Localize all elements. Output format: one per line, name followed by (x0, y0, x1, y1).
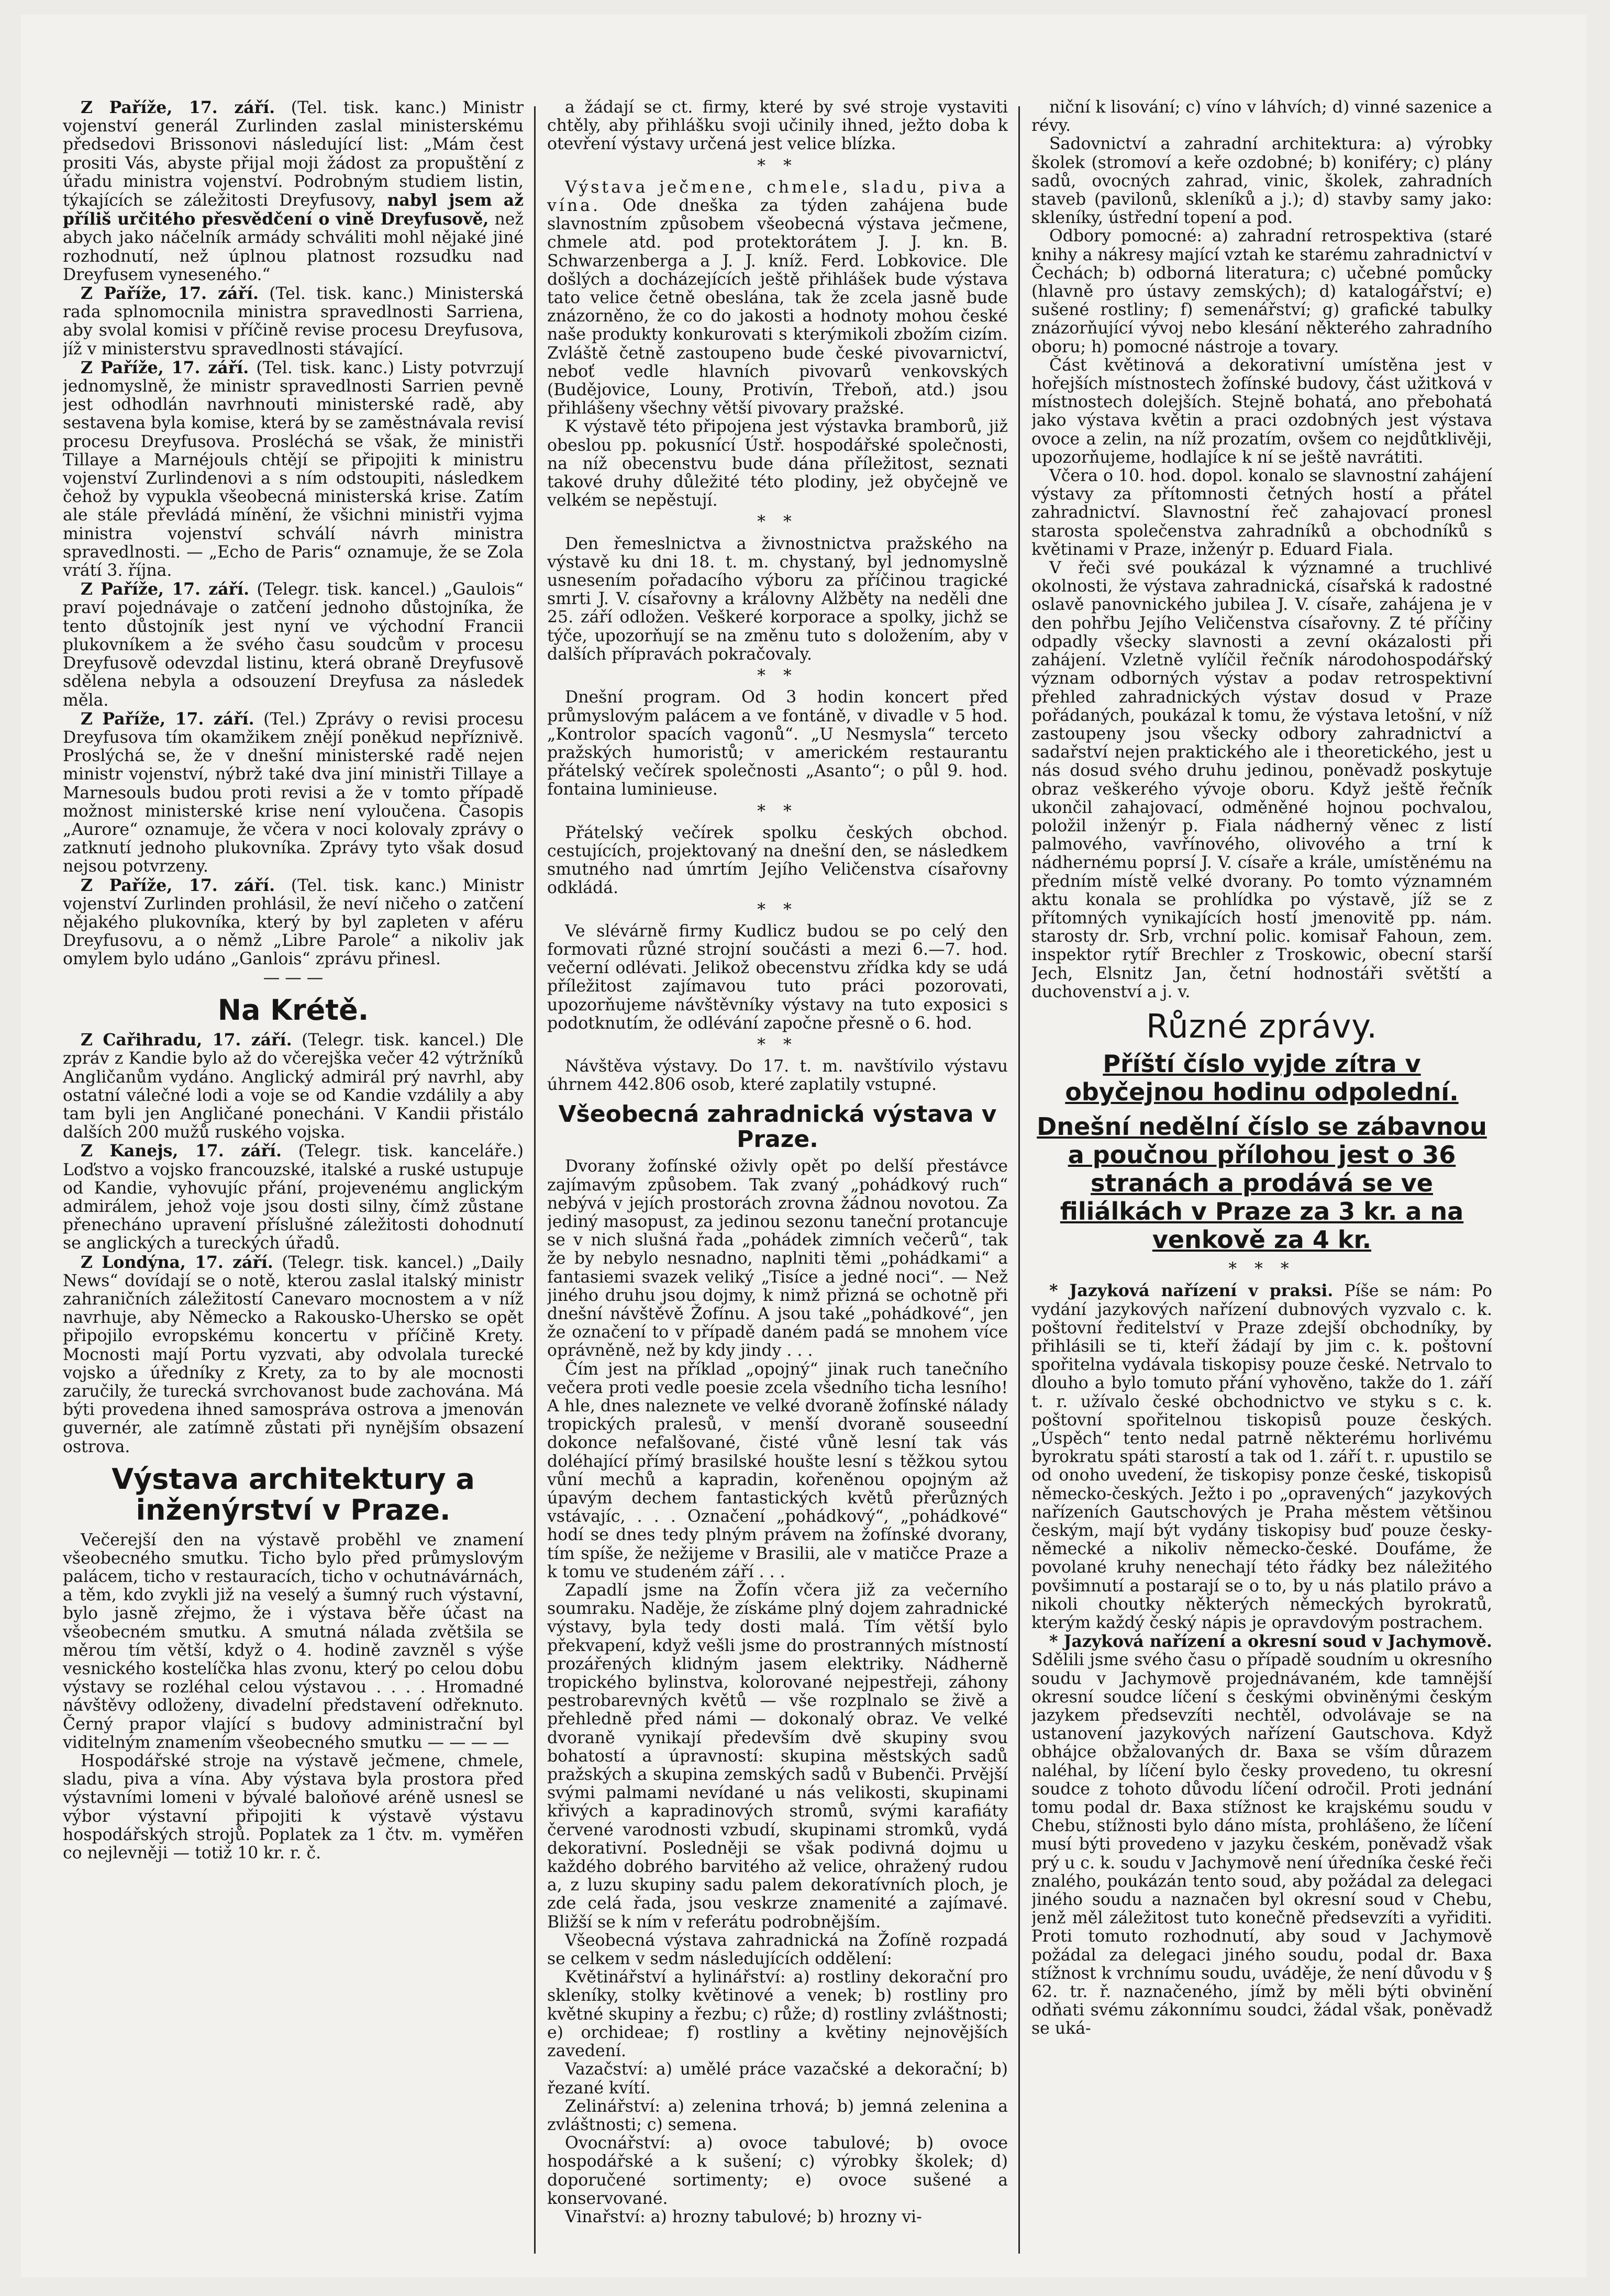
news-paragraph: Z Paříže, 17. září. (Tel.) Zprávy o revisi procesu Dreyfusova tím okamžikem znějí poněkud nepříznivě. Proslýchá se, že v dnešní ministerské radě nejen ministr vojenství, nýbrž také dva jiní ministři Tillaye a Marnesouls budou proti revisi a že v tomto případě možnost ministerské krise není vyloučena. Časopis „Aurore“ oznamuje, že včera v noci kolovaly zprávy o zatknutí jednoho plukovníka. Zprávy tyto však dosud nejsou potvrzeny. (63, 709, 524, 876)
news-paragraph: Z Paříže, 17. září. (Tel. tisk. kanc.) Ministr vojenství generál Zurlinden zaslal ministerskému předsedovi Brissonovi následující list: „Mám čest prositi Vás, abyste přijal moji žádost za propuštění z úřadu ministra vojenství. Podrobným studiem listin, týkajících se záležitosti Dreyfusovy, nabyl jsem až příliš určitého přesvědčení o vině Dreyfusově, než abych jako náčelník armády schváliti mohl nějaké jiné rozhodnutí, než úplnou platnost rozsudku nad Dreyfusem vyneseného.“ (63, 98, 524, 284)
section-heading: Všeobecná zahradnická výstava v Praze. (558, 1100, 997, 1153)
publication-notice: Dnešní nedělní číslo se zábavnou a poučnou přílohou jest o 36 stranách a prodává se ve filiálkách v Praze za 3 kr. a na venkově za 4 kr. (1037, 1112, 1487, 1254)
separator-stars: * * (757, 900, 798, 919)
separator-stars: * * (757, 156, 798, 175)
news-paragraph: Všeobecná výstava zahradnická na Žofíně rozpadá se celkem v sedm následujících oddělení: (547, 1931, 1008, 1969)
separator-stars: * * * (1228, 1260, 1295, 1279)
news-paragraph: K výstavě této připojena jest výstavka bramborů, již obeslou pp. pokusnící Ústř. hospodářské společnosti, na níž obecenstvu bude dána příležitost, seznati takové druhy důležité této plodiny, jež obyčejně ve velkém se nepěstují. (547, 417, 1008, 510)
section-heading: Výstava architektury a inženýrství v Praze. (112, 1462, 475, 1527)
section-heading: Na Krétě. (217, 993, 369, 1027)
dateline: Z Paříže, 17. září. (81, 709, 254, 729)
news-paragraph: Část květinová a dekorativní umístěna jest v hořejších místnostech žofínské budovy, část užitková v místnostech dolejších. Stejně bohatá, ano přebohatá jako výstava květin a praci ozdobných jest výstava ovoce a zelin, na níž prozatím, ovšem co nejdůtklivěji, upozorňujeme, hodlajíce k ní se ještě navrátiti. (1031, 355, 1492, 467)
news-paragraph: * Jazyková nařízení v praksi. Píše se nám: Po vydání jazykových nařízení dubnových vyzvalo c. k. poštovní ředitelství v Praze zdejší obchodníky, by přihlásili se ti, kteří žádají by jim c. k. poštovní spořitelna vydávala tiskopisy pouze české. Netrvalo to dlouho a bylo tomuto přání vyhověno, takže do 1. září t. r. užívalo české obchodnictvo ve styku s c. k. poštovní spořitelnou tiskopisů pouze českých. „Úspěch“ tento nedal patrně některému horlivému byrokratu spáti starostí a tak od 1. září t. r. upustilo se od onoho uvedení, že tiskopisy ponze české, tiskopisů německo-českých. Ježto i po „opravených“ jazykových nařízeních Gautschových je Praha městem většinou českým, mají být vydány tiskopisy buď pouze česky-německé a nikoliv německo-české. Doufáme, že povolané kruhy nenechají této řádky bez náležitého povšimnutí a postarají se o to, by u nás platilo právo a nikoli choutky některých německých byrokratů, kterým každý český nápis je opravdovým postrachem. (1031, 1281, 1492, 1632)
dateline: Z Paříže, 17. září. (81, 358, 249, 377)
news-paragraph: Dnešní program. Od 3 hodin koncert před průmyslovým palácem a ve fontáně, v divadle v 5 hod. „Kontrolor spacích vagonů“. „U Nesmysla“ terceto pražských humoristů; v americkém restaurantu přátelský večírek společnosti „Asanto“; o půl 9. hod. fontaina luminieuse. (547, 688, 1008, 799)
news-paragraph: Odbory pomocné: a) zahradní retrospektiva (staré knihy a nákresy mající vztah ke starému zahradnictví v Čechách; b) odborná literatura; c) učebné pomůcky (hlavně pro ústavy zemských); d) katalogářství; e) sušené rostliny; f) semenářství; g) grafické tabulky znázorňující vývoj nebo klesání některého zahradního oboru; h) pomocné nástroje a tovary. (1031, 227, 1492, 356)
dateline: Z Londýna, 17. září. (81, 1252, 273, 1272)
news-paragraph: Květinářství a hylinářství: a) rostliny dekorační pro skleníky, stolky květinové a venek; b) rostliny pro květné skupiny a řezbu; c) růže; d) rostliny zvláštnosti; e) orchideae; f) rostliny a květiny nejnovějších zavedení. (547, 1968, 1008, 2061)
news-paragraph: Z Paříže, 17. září. (Tel. tisk. kanc.) Listy potvrzují jednomyslně, že ministr spravedlnosti Sarrien pevně jest odhodlán navrhnouti ministerské radě, aby sestavena byla komise, která by se zaměstnávala revisí procesu Dreyfusova. Prosléchá se však, že ministři Tillaye a Marnéjouls chtějí se připojiti k ministru vojenství Zurlindenovi a s ním odstoupiti, následkem čehož by vypukla všeobecná ministerská krise. Zatím ale stále převládá mínění, že všichni ministři vyjma ministra vojenství schválí návrh ministra spravedlnosti. — „Echo de Paris“ oznamuje, že se Zola vrátí 3. října. (63, 358, 524, 581)
news-paragraph: Sadovnictví a zahradní architektura: a) výrobky školek (stromoví a keře ozdobné; b) koniféry; c) plány sadů, ovocných zahrad, vinic, školek, zahradních staveb (pavilonů, skleníků a j.); d) stavby samy jako: skleníky, ústřední topení a pod. (1031, 135, 1492, 228)
news-paragraph: Zelinářství: a) zelenina trhová; b) jemná zelenina a zvláštnosti; c) semena. (547, 2097, 1008, 2134)
news-paragraph: Ve slévárně firmy Kudlicz budou se po celý den formovati různé strojní součásti a mezi 6.—7. hod. večerní odlévati. Jelikož obecenstvu zřídka kdy se udá příležitost zajímavou tuto práci pozorovati, upozorňujeme návštěvníky výstavy na tuto exposici s podotknutím, že odlévání započne přesně o 6. hod. (547, 921, 1008, 1033)
news-paragraph: Dvorany žofínské oživly opět po delší přestávce zajímavým způsobem. Tak zvaný „pohádkový ruch“ nebývá v jejích prostorách zrovna žádnou novotou. Za jediný masopust, za jedinou sezonu taneční protancuje se v nich slušná řada „pohádek zimních večerů“, tak že by nebylo nesnadno, naplniti těmi „pohádkami“ a fantasiemi svazek veliký „Tisíce a jedné noci“. — Než jiného druhu jsou dojmy, k nimž přizná se ochotně při dnešní návštěvě Žofínu. A jsou také „pohádkové“, jen že označení to v případě daném padá se mnohem více oprávněně, než by kdy jindy . . . (547, 1157, 1008, 1361)
section-heading: Různé zprávy. (1146, 1007, 1378, 1045)
news-paragraph: Den řemeslnictva a živnostnictva pražského na výstavě ku dni 18. t. m. chystaný, byl jednomyslně usnesením pořadacího výboru za příčinou tragické smrti J. V. císařovny a královny Alžběty na neděli dne 25. září odložen. Veškeré korporace a spolky, jichž se týče, upozorňují se na změnu tuto s doložením, aby v dalších přípravách pokračovaly. (547, 534, 1008, 664)
news-paragraph: Včera o 10. hod. dopol. konalo se slavnostní zahájení výstavy za přítomnosti četných hostí a přátel zahradnictví. Slavnostní řeč zahajovací pronesl starosta společenstva zahradníků a obchodníků s květinami v Praze, inženýr p. Eduard Fiala. (1031, 466, 1492, 559)
news-paragraph: Z Paříže, 17. září. (Tel. tisk. kanc.) Ministr vojenství Zurlinden prohlásil, že neví ničeho o zatčení nějakého plukovníka, který by byl zapleten v aféru Dreyfusovu, a o němž „Libre Parole“ a nikoliv jak omylem bylo udáno „Ganlois“ zprávu přinesl. (63, 875, 524, 969)
news-paragraph: Hospodářské stroje na výstavě ječmene, chmele, sladu, piva a vína. Aby výstava byla prostora před výstavními lomeni v bývalé baloňové aréně usnesl se výbor výstavní připojiti k výstavě výstavu hospodářských strojů. Poplatek za 1 čtv. m. vyměřen co nejlevněji — totiž 10 kr. r. č. (63, 1752, 524, 1863)
news-paragraph: V řeči své poukázal k významné a truchlivé okolnosti, že výstava zahradnická, císařská k radostné oslavě panovnického jubilea J. V. císaře, zahájena je v den pohřbu Jejího Veličenstva císařovny. Z té příčiny odpadly všecky slavnosti a zevní okázalosti při zahájení. Vzletně vylíčil řečník národohospodářský význam odborných výstav a podav retrospektivní přehled zahradnických výstav dosud v Praze pořádaných, poukázal k tomu, že výstava letošní, v níž zastoupeny jsou všecky odbory zahradnictví a sadařství nejen praktického ale i theoretického, jest u nás dosud svého druhu jedinou, poněvadž poskytuje obraz veškerého vývoje oboru. Když ještě řečník ukončil zahajovací, odměněné hojnou pochvalou, položil inženýr p. Fiala nádherný věnec z listí palmového, vavřínového, olivového a trní k nádhernému poprsí J. V. císaře a krále, umístěnému na předním místě velké dvorany. Po tomto významném aktu konala se prohlídka po výstavě, jíž se z přítomných vynikajících hostí jmenovitě pp. nám. starosty dr. Srb, vrchní polic. komisař Fahoun, zem. inspektor rytíř Brechler z Troskowic, obecní starší Jech, Elsnitz Jan, četní hodnostáři světští a duchovenství a j. v. (1031, 559, 1492, 1001)
separator-stars: * * (757, 1035, 798, 1054)
news-paragraph: Ovocnářství: a) ovoce tabulové; b) ovoce hospodářské a k sušení; c) výrobky školek; d) doporučené sortimenty; e) ovoce sušené a konservované. (547, 2134, 1008, 2208)
news-paragraph: Vazačství: a) umělé práce vazačské a dekorační; b) řezané kvítí. (547, 2060, 1008, 2098)
column-rule (1018, 106, 1020, 2254)
dateline: Z Paříže, 17. září. (81, 98, 275, 117)
news-paragraph: * Jazyková nařízení a okresní soud v Jachymově. Sdělili jsme svého času o případě soudním u okresního soudu v Jachymově projednávaném, kde tamnější okresní soudce líčení s českými obviněnými českým jazykem předsevzíti nechtěl, odvolávaje se na ustanovení jazykových nařízení Gautschova. Když obhájce obžalovaných dr. Baxa se vším důrazem naléhal, by líčení bylo česky provedeno, tu okresní soudce z tohoto důvodu líčení odročil. Proti jednání tomu podal dr. Baxa stížnost ke krajskému soudu v Chebu, stížnosti bylo dáno místa, prohlášeno, že líčení musí býti provedeno v jazyku českém, poněvadž však prý u c. k. soudu v Jachymově není úředníka české řeči znalého, poukázán tento soud, aby požádal za delegaci jiného soudu a naznačen byl okresní soud v Chebu, jenž měl záležitost tuto konečně předsevzíti a vyřiditi. Proti tomuto rozhodnutí, aby soud v Jachymově požádal za delegaci jiného soudu, podal dr. Baxa stížnost k vrchnímu soudu, uváděje, že není důvodu v § 62. tr. ř. naznačeného, jímž by měli býti obvinění odňati svému zákonnímu soudci, žádal však, poněvadž se uká- (1031, 1632, 1492, 2038)
publication-notice: Příští číslo vyjde zítra v obyčejnou hodinu odpolední. (1065, 1050, 1459, 1107)
news-paragraph: Z Londýna, 17. září. (Telegr. tisk. kancel.) „Daily News“ dovídají se o notě, kterou zaslal italský ministr zahraničních záležitostí Canevaro mocnostem a v níž navrhuje, aby Německo a Rakousko-Uhersko se opět připojilo evropskému koncertu v příčině Krety. Mocnosti mají Portu vyzvati, aby odvolala turecké vojsko a úředníky z Krety, za to by ale mocnosti zaručily, že turecká svrchovanost bude zachována. Má býti provedena ihned samospráva ostrova a jmenován guvernér, ale zatímně zůstati při nynějším obsazení ostrova. (63, 1252, 524, 1456)
news-paragraph: Z Paříže, 17. září. (Telegr. tisk. kancel.) „Gaulois“ praví pojednávaje o zatčení jednoho důstojníka, že tento důstojník jest nyní ve východní Francii plukovníkem a že svého času soudcům v procesu Dreyfusově odevzdal listinu, která obraně Dreyfusově sdělena nebyla a odsouzení Dreyfusa za následek měla. (63, 579, 524, 710)
dateline: Z Paříže, 17. září. (81, 875, 275, 895)
column-2 (547, 98, 1008, 2256)
news-paragraph: Večerejší den na výstavě proběhl ve znamení všeobecného smutku. Ticho bylo před průmyslovým palácem, ticho v restauracích, ticho v ochutnávárnách, a těm, kdo zvykli již na veselý a šumný ruch výstavní, bylo jasně zřejmo, že i výstava běře účast na všeobecném smutku. A smutná nálada zvětšila se měrou tím větší, když o 4. hodině zavzněl s výše vesnického kostelíčka hlas zvonu, který po celou dobu výstavy se rozléhal celou výstavou . . . . Hromadné návštěvy odloženy, divadelní představení odřeknuto. Černý prapor vlající s budovy administrační byl viditelným znamením všeobecného smutku — — — — (63, 1530, 524, 1752)
news-paragraph: a žádají se ct. firmy, které by své stroje vystaviti chtěly, aby přihlášku svoji učinily ihned, ježto doba k otevření výstavy určená jest velice blízka. (547, 98, 1008, 154)
column-rule (534, 106, 536, 2254)
news-paragraph: Z Kanejs, 17. září. (Telegr. tisk. kanceláře.) Loďstvo a vojsko francouzské, italské a ruské ustupuje od Kandie, vyhovujíc přání, projevenému anglickým admirálem, jehož voje jsou dosti silny, čímž zůstane přenecháno upravení příslušné záležitosti dohodnutí se anglických a tureckých úřadů. (63, 1141, 524, 1253)
news-paragraph: Zapadlí jsme na Žofín včera již za večerního soumraku. Naděje, že získáme plný dojem zahradnické výstavy, byla tedy dosti malá. Tím větší bylo překvapení, když vešli jsme do prostranných místností prozářených klidným jasem elektriky. Nádherně tropického bylinstva, kolorované nejpestřeji, záhony pestrobarevných květů — vše rozplnalo se živě a přehledně před námi — dokonalý obraz. Ve velké dvoraně vynikají především dvě skupiny svou bohatostí a úpravností: skupina městských sadů pražských a skupina zemských sadů v Bubenči. Prvější svými palmami nevídané u nás velikosti, skupinami křivých a kapradinových stromů, svými karafiáty červené varodnosti vzbudí, skupinami stromků, vydá dekorativní. Posledněji se však podivná dojmu u každého dobrého barvitého až velice, ohražený rudou a, z luzu skupiny sadu palem dekoratívních ploch, je zde celá řada, jsou veskrze znamenité a zajímavé. Bližší se k ním v referátu podrobnějším. (547, 1581, 1008, 1932)
newspaper-page (21, 15, 1586, 2277)
news-paragraph: Výstava ječmene, chmele, sladu, piva a vína. Ode dneška za týden zahájena bude slavnostním způsobem všeobecná výstava ječmene, chmele atd. pod protektorátem J. J. kn. B. Schwarzenberga a J. J. kníž. Ferd. Lobkovice. Dle došlých a docházejících ještě přihlášek bude výstava tato velice četně obeslána, tak že zcela jasně bude znázorněno, že co do jakosti a hodnoty mohou české naše produkty konkurovati s kterýmikoli zbožím cizím. Zvláště četně zastoupeno bude české pivovarnictví, neboť vedle hlavních pivovarů venkovských (Budějovice, Louny, Protivín, Třeboň, atd.) jsou přihlášeny všechny větší pivovary pražské. (547, 177, 1008, 418)
news-paragraph: Vinařství: a) hrozny tabulové; b) hrozny vi- (565, 2207, 922, 2226)
news-paragraph: Čím jest na příklad „opojný“ jinak ruch tanečního večera proti vedle poesie zcela všedního ticha lesního! A hle, dnes naleznete ve velké dvoraně žofínské nálady tropických pralesů, v menší dvoraně souseední dokonce nefalšované, čisté vůně lesní tak vás doléhající přímý brasilské houšte lesní s těžkou sytou vůní mechů a kapradin, kořeněnou opojným až úpavým dechem fantastických květů přerůzných vstávajíc, . . . Označení „pohádkový“, „pohádkové“ hodí se dnes tedy plným právem na žofínské dvorany, tím spíše, že nežijeme v Brasilii, ale v matičce Praze a k tomu ve studeném září . . . (547, 1359, 1008, 1581)
news-paragraph: Z Cařihradu, 17. září. (Telegr. tisk. kancel.) Dle zpráv z Kandie bylo až do včerejška večer 42 výtržníků Angličanům vydáno. Anglický admirál prý navrhl, aby ostatní válečné lodi a voje se od Kandie vzdálily a aby tam byli jen Angličané ponecháni. V Kandii přistálo dalších 200 mužů ruského vojska. (63, 1030, 524, 1142)
news-paragraph: Z Paříže, 17. září. (Tel. tisk. kanc.) Ministerská rada splnomocnila ministra spravedlnosti Sarriena, aby svolal komisi v příčině revise procesu Dreyfusova, jíž v ministerstvu spravedlnosti stávající. (63, 284, 524, 359)
separator-stars: * * (757, 801, 798, 821)
dateline: Z Cařihradu, 17. září. (81, 1030, 292, 1050)
separator-stars: * * (757, 666, 798, 686)
section-divider: — — — (263, 968, 324, 987)
dateline: Z Paříže, 17. září. (81, 284, 259, 304)
news-paragraph: Přátelský večírek spolku českých obchod. cestujících, projektovaný na dnešní den, se následkem smutného nad úmrtím Jejího Veličenstva císařovny odkládá. (547, 823, 1008, 898)
column-1 (63, 98, 524, 2256)
news-paragraph: Návštěva výstavy. Do 17. t. m. navštívilo výstavu úhrnem 442.806 osob, které zaplatily vstupné. (547, 1057, 1008, 1095)
column-3 (1031, 98, 1492, 2256)
news-paragraph: niční k lisování; c) víno v láhvích; d) vinné sazenice a révy. (1031, 98, 1492, 136)
dateline: Z Paříže, 17. září. (81, 579, 250, 599)
dateline: Z Kanejs, 17. září. (81, 1141, 282, 1161)
separator-stars: * * (757, 512, 798, 532)
